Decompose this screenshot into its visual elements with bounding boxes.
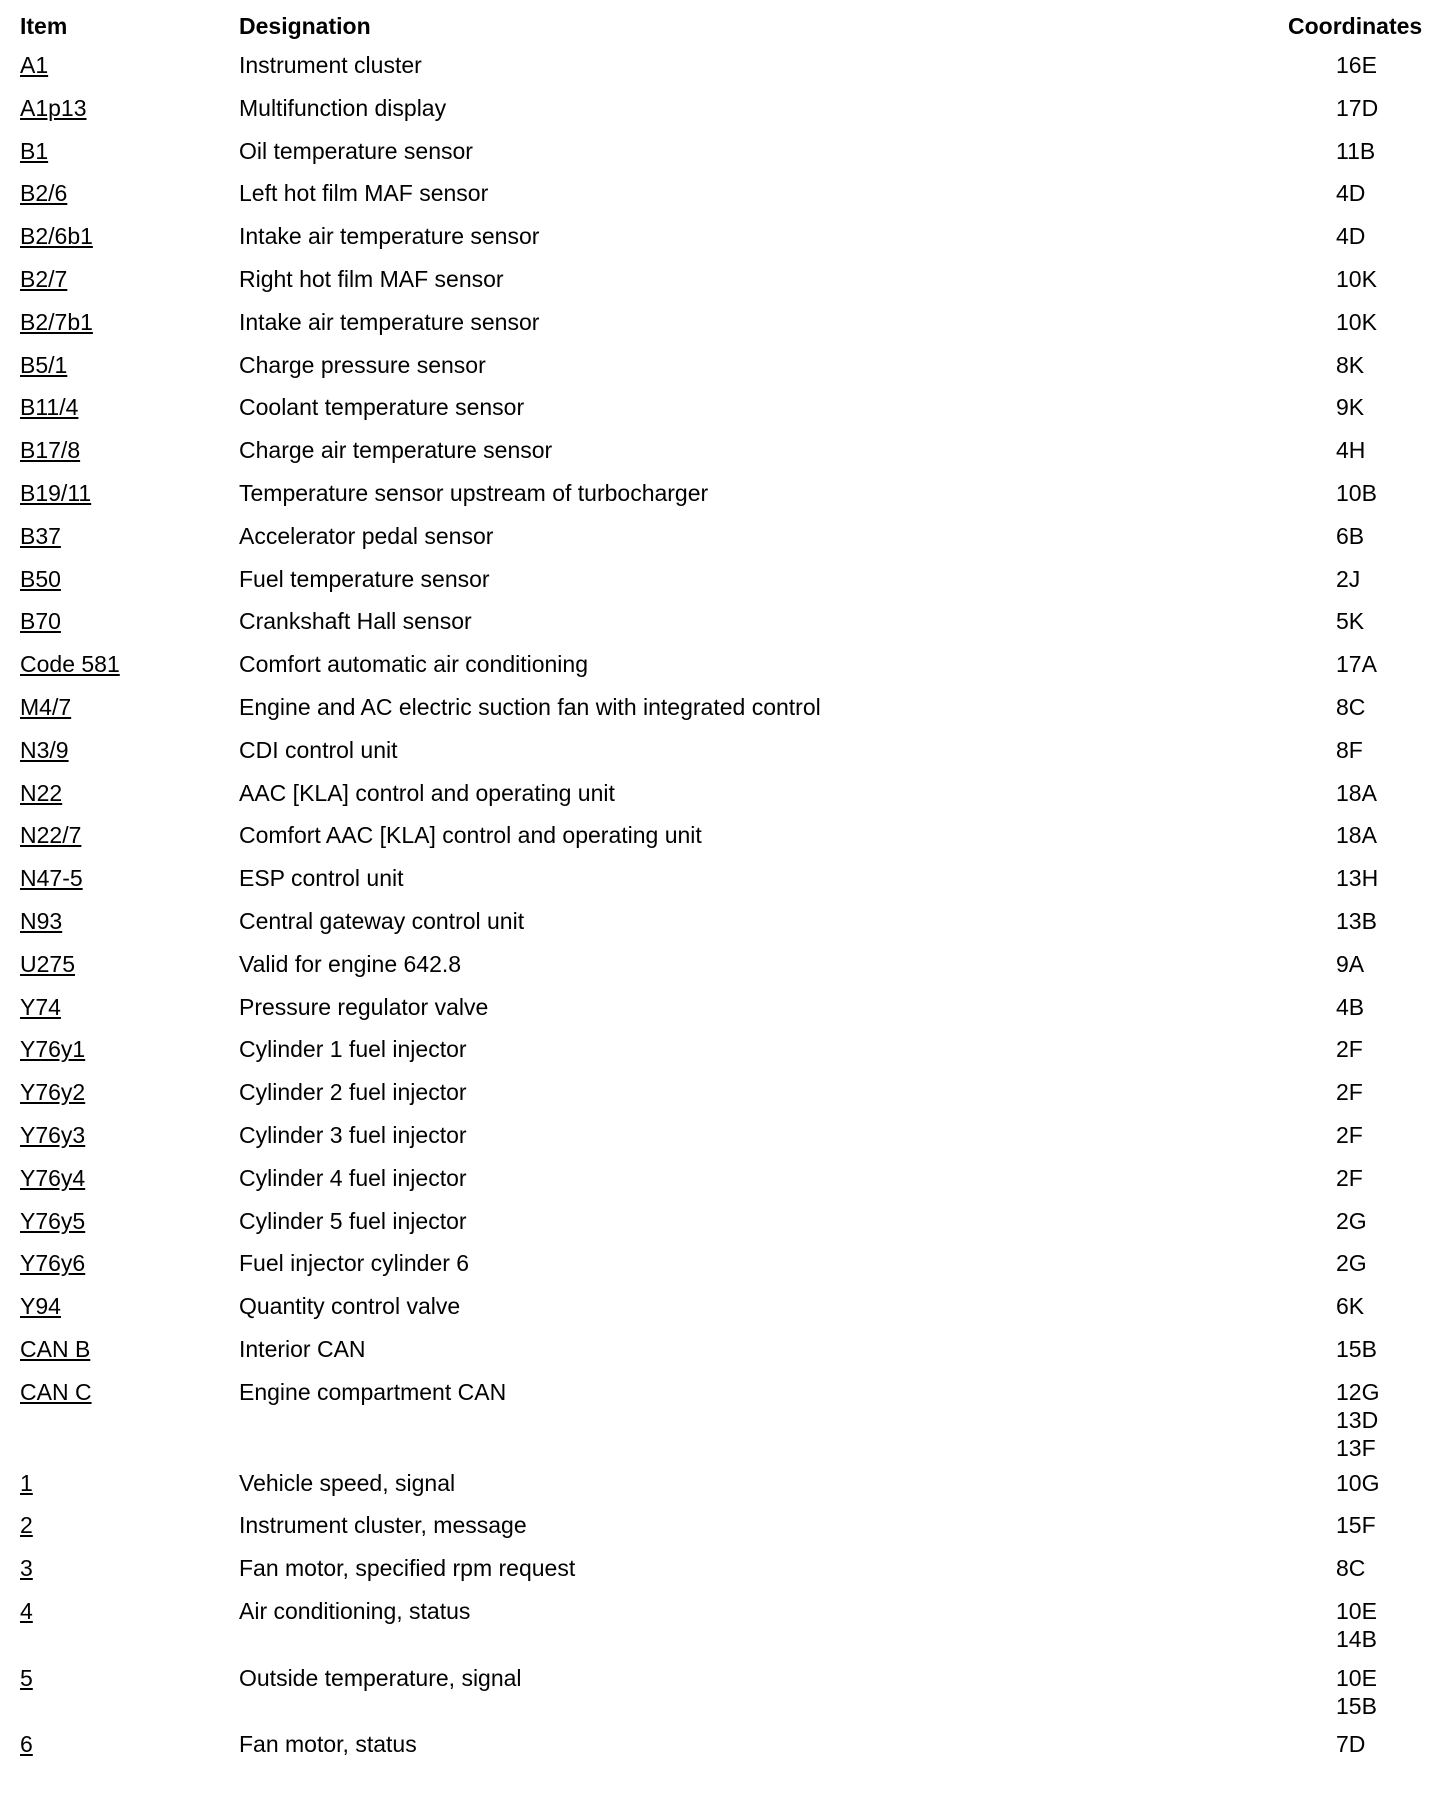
designation-text: ESP control unit — [239, 865, 404, 892]
coordinates-cell — [1336, 950, 1364, 978]
designation-text: Pressure regulator valve — [239, 993, 489, 1020]
table-row — [0, 519, 1440, 562]
coordinate-value: 13D — [1336, 1406, 1379, 1433]
coordinate-value: 10E — [1336, 1664, 1377, 1691]
coordinate-value: 10G — [1336, 1469, 1380, 1496]
item-link[interactable]: Y76y2 — [20, 1079, 86, 1106]
coordinates-cell — [1336, 1554, 1365, 1582]
designation-text: Fan motor, specified rpm request — [239, 1555, 576, 1582]
coordinate-value: 12G — [1336, 1378, 1380, 1405]
designation-text: Cylinder 2 fuel injector — [239, 1079, 467, 1106]
designation-text: Central gateway control unit — [239, 907, 525, 934]
coordinates-cell — [1336, 265, 1377, 293]
coordinates-cell — [1336, 779, 1377, 807]
coordinates-cell — [1336, 907, 1377, 935]
coordinate-value: 4D — [1336, 180, 1366, 207]
designation-text: Charge air temperature sensor — [239, 437, 553, 464]
coordinate-value: 2J — [1336, 565, 1361, 592]
coordinates-cell — [1336, 1469, 1379, 1497]
coordinate-value: 18A — [1336, 779, 1377, 806]
designation-text: Instrument cluster — [239, 52, 422, 78]
table-row — [0, 1508, 1440, 1551]
coordinate-value: 4H — [1336, 437, 1366, 464]
table-row — [0, 690, 1440, 733]
coordinates-cell — [1336, 351, 1364, 379]
table-row — [0, 91, 1440, 134]
coordinates-cell — [1336, 1511, 1376, 1539]
item-link[interactable]: 3 — [20, 1555, 33, 1582]
item-link[interactable]: B37 — [20, 522, 61, 549]
coordinate-value: 15B — [1336, 1692, 1377, 1719]
designation-text: Quantity control valve — [239, 1293, 461, 1320]
item-link[interactable]: N3/9 — [20, 736, 69, 763]
coordinate-value: 9A — [1336, 950, 1365, 977]
coordinate-value: 2F — [1336, 1036, 1363, 1063]
coordinates-cell — [1336, 436, 1365, 464]
coordinate-value: 8F — [1336, 736, 1363, 763]
table-row — [0, 904, 1440, 947]
table-row — [0, 1332, 1440, 1375]
table-row — [0, 647, 1440, 690]
table-row — [0, 1161, 1440, 1204]
coordinate-value: 6K — [1336, 1293, 1365, 1320]
coordinates-cell — [1336, 179, 1365, 207]
coordinates-cell — [1336, 522, 1364, 550]
item-link[interactable]: B5/1 — [20, 351, 68, 378]
table-row — [0, 562, 1440, 605]
table-row — [0, 1204, 1440, 1247]
coordinate-value: 14B — [1336, 1625, 1377, 1652]
coordinates-cell — [1336, 993, 1364, 1021]
table-row — [0, 990, 1440, 1033]
designation-text: Multifunction display — [239, 94, 447, 121]
coordinates-cell — [1336, 51, 1377, 79]
item-link[interactable]: U275 — [20, 950, 75, 977]
table-row — [0, 604, 1440, 647]
coordinate-value: 4B — [1336, 993, 1365, 1020]
coordinates-cell — [1336, 1597, 1377, 1653]
designation-text: Cylinder 1 fuel injector — [239, 1036, 467, 1063]
table-row — [0, 818, 1440, 861]
designation-text: Right hot film MAF sensor — [239, 265, 504, 292]
coordinate-value: 13F — [1336, 1434, 1376, 1461]
designation-text: Fuel temperature sensor — [239, 565, 490, 592]
table-row — [0, 176, 1440, 219]
coordinate-value: 10E — [1336, 1597, 1377, 1624]
coordinate-value: 17D — [1336, 94, 1379, 121]
coordinates-cell — [1336, 1078, 1363, 1106]
coordinates-cell — [1336, 1292, 1364, 1320]
coordinates-cell — [1336, 1121, 1363, 1149]
designation-text: Outside temperature, signal — [239, 1664, 522, 1691]
column-header-item: Item — [20, 13, 68, 39]
item-link[interactable]: Y76y1 — [20, 1036, 86, 1063]
item-link[interactable]: B50 — [20, 565, 61, 592]
coordinate-value: 11B — [1336, 137, 1376, 164]
table-row — [0, 1594, 1440, 1661]
designation-text: Left hot film MAF sensor — [239, 180, 489, 207]
designation-text: Cylinder 3 fuel injector — [239, 1121, 467, 1148]
table-row — [0, 1466, 1440, 1509]
coordinate-value: 2F — [1336, 1079, 1363, 1106]
item-link[interactable]: Y94 — [20, 1293, 61, 1320]
coordinate-value: 2G — [1336, 1207, 1367, 1234]
coordinates-cell — [1336, 565, 1360, 593]
item-link[interactable]: A1 — [20, 52, 49, 78]
item-link[interactable]: CAN B — [20, 1335, 91, 1362]
table-row — [0, 262, 1440, 305]
designation-text: Instrument cluster, message — [239, 1512, 527, 1539]
table-row — [0, 433, 1440, 476]
table-row — [0, 48, 1440, 91]
table-row — [0, 219, 1440, 262]
coordinate-value: 4D — [1336, 223, 1366, 250]
item-link[interactable]: Code 581 — [20, 651, 120, 678]
item-link[interactable]: Y76y5 — [20, 1207, 86, 1234]
coordinates-cell — [1336, 650, 1377, 678]
coordinates-cell — [1336, 393, 1364, 421]
item-link[interactable]: B2/6b1 — [20, 223, 93, 250]
item-link[interactable]: B70 — [20, 608, 61, 635]
designation-text: Engine compartment CAN — [239, 1378, 507, 1405]
table-row — [0, 1551, 1440, 1594]
coordinate-value: 7D — [1336, 1731, 1366, 1758]
coordinates-cell — [1336, 1664, 1377, 1720]
coordinate-value: 8C — [1336, 693, 1366, 720]
coordinates-cell — [1336, 137, 1375, 165]
coordinate-value: 15B — [1336, 1335, 1377, 1362]
coordinate-value: 8C — [1336, 1555, 1366, 1582]
designation-text: Cylinder 5 fuel injector — [239, 1207, 467, 1234]
designation-text: Temperature sensor upstream of turbocharger — [239, 479, 709, 506]
coordinate-value: 13B — [1336, 907, 1377, 934]
designation-text: Intake air temperature sensor — [239, 308, 540, 335]
table-row — [0, 1375, 1440, 1466]
table-row — [0, 1661, 1440, 1728]
designation-text: Cylinder 4 fuel injector — [239, 1164, 467, 1191]
item-link[interactable]: Y74 — [20, 993, 61, 1020]
coordinates-cell — [1336, 821, 1377, 849]
coordinates-cell — [1336, 1335, 1377, 1363]
item-link[interactable]: B2/7b1 — [20, 308, 93, 335]
table-row — [0, 733, 1440, 776]
table-row — [0, 1075, 1440, 1118]
table-row — [0, 1118, 1440, 1161]
item-link[interactable]: M4/7 — [20, 693, 72, 720]
table-row — [0, 348, 1440, 391]
coordinate-value: 18A — [1336, 822, 1377, 849]
coordinate-value: 10K — [1336, 308, 1377, 335]
designation-text: Comfort automatic air conditioning — [239, 651, 588, 678]
item-link[interactable]: 2 — [20, 1512, 33, 1539]
item-link[interactable]: 1 — [20, 1469, 33, 1496]
item-link[interactable]: B2/6 — [20, 180, 68, 207]
item-link[interactable]: 4 — [20, 1597, 33, 1624]
designation-text: Coolant temperature sensor — [239, 394, 525, 421]
coordinates-cell — [1336, 1249, 1367, 1277]
item-link[interactable]: B11/4 — [20, 394, 79, 421]
item-link[interactable]: Y76y6 — [20, 1250, 86, 1277]
coordinate-value: 13H — [1336, 865, 1379, 892]
item-link[interactable]: N93 — [20, 907, 63, 934]
coordinates-cell — [1336, 864, 1378, 892]
table-row — [0, 1032, 1440, 1075]
designation-text: Intake air temperature sensor — [239, 223, 540, 250]
coordinate-value: 5K — [1336, 608, 1365, 635]
designation-text: Comfort AAC [KLA] control and operating unit — [239, 822, 702, 849]
coordinate-value: 8K — [1336, 351, 1365, 378]
designation-text: Vehicle speed, signal — [239, 1469, 456, 1496]
table-row — [0, 1289, 1440, 1332]
table-row — [0, 947, 1440, 990]
designation-text: AAC [KLA] control and operating unit — [239, 779, 615, 806]
table-row — [0, 1246, 1440, 1289]
coordinates-cell — [1336, 1035, 1363, 1063]
coordinates-cell — [1336, 308, 1377, 336]
item-link[interactable]: N22 — [20, 779, 63, 806]
table-row — [0, 1727, 1440, 1770]
designation-text: Crankshaft Hall sensor — [239, 608, 472, 635]
designation-text: Charge pressure sensor — [239, 351, 486, 378]
designation-text: Interior CAN — [239, 1335, 366, 1362]
item-link[interactable]: N47-5 — [20, 865, 83, 892]
coordinate-value: 16E — [1336, 52, 1377, 78]
coordinates-cell — [1336, 736, 1363, 764]
coordinate-value: 2F — [1336, 1121, 1363, 1148]
table-row — [0, 776, 1440, 819]
item-link[interactable]: Y76y4 — [20, 1164, 86, 1191]
coordinates-cell — [1336, 1730, 1365, 1758]
table-row — [0, 476, 1440, 519]
item-link[interactable]: A1p13 — [20, 94, 87, 121]
item-link[interactable]: B19/11 — [20, 479, 92, 506]
item-link[interactable]: Y76y3 — [20, 1121, 86, 1148]
coordinates-cell — [1336, 1164, 1363, 1192]
item-link[interactable]: 5 — [20, 1664, 33, 1691]
coordinate-value: 6B — [1336, 522, 1365, 549]
table-row — [0, 134, 1440, 177]
coordinates-cell — [1336, 1378, 1379, 1462]
designation-text: Engine and AC electric suction fan with integrated control — [239, 693, 821, 720]
table-row — [0, 861, 1440, 904]
coordinates-cell — [1336, 94, 1378, 122]
designation-text: Fan motor, status — [239, 1731, 417, 1758]
column-header-designation: Designation — [239, 13, 371, 39]
item-link[interactable]: B17/8 — [20, 437, 81, 464]
legend-rows — [0, 48, 1440, 1770]
coordinate-value: 15F — [1336, 1512, 1376, 1539]
coordinate-value: 9K — [1336, 394, 1365, 421]
designation-text: Accelerator pedal sensor — [239, 522, 494, 549]
table-row — [0, 305, 1440, 348]
coordinate-value: 2G — [1336, 1250, 1367, 1277]
item-link[interactable]: 6 — [20, 1731, 33, 1758]
designation-text: Air conditioning, status — [239, 1597, 471, 1624]
coordinate-value: 17A — [1336, 651, 1377, 678]
table-row — [0, 390, 1440, 433]
column-header-coordinates: Coordinates — [1288, 13, 1423, 39]
coordinates-cell — [1336, 607, 1364, 635]
coordinate-value: 10B — [1336, 479, 1377, 506]
coordinates-cell — [1336, 222, 1365, 250]
item-link[interactable]: CAN C — [20, 1378, 92, 1405]
coordinates-cell — [1336, 693, 1365, 721]
coordinates-cell — [1336, 1207, 1367, 1235]
designation-text: Valid for engine 642.8 — [239, 950, 462, 977]
coordinates-cell — [1336, 479, 1377, 507]
item-link[interactable]: B2/7 — [20, 265, 68, 292]
coordinate-value: 10K — [1336, 265, 1377, 292]
item-link[interactable]: N22/7 — [20, 822, 82, 849]
item-link[interactable]: B1 — [20, 137, 49, 164]
designation-text: CDI control unit — [239, 736, 398, 763]
coordinate-value: 2F — [1336, 1164, 1363, 1191]
designation-text: Fuel injector cylinder 6 — [239, 1250, 470, 1277]
designation-text: Oil temperature sensor — [239, 137, 473, 164]
